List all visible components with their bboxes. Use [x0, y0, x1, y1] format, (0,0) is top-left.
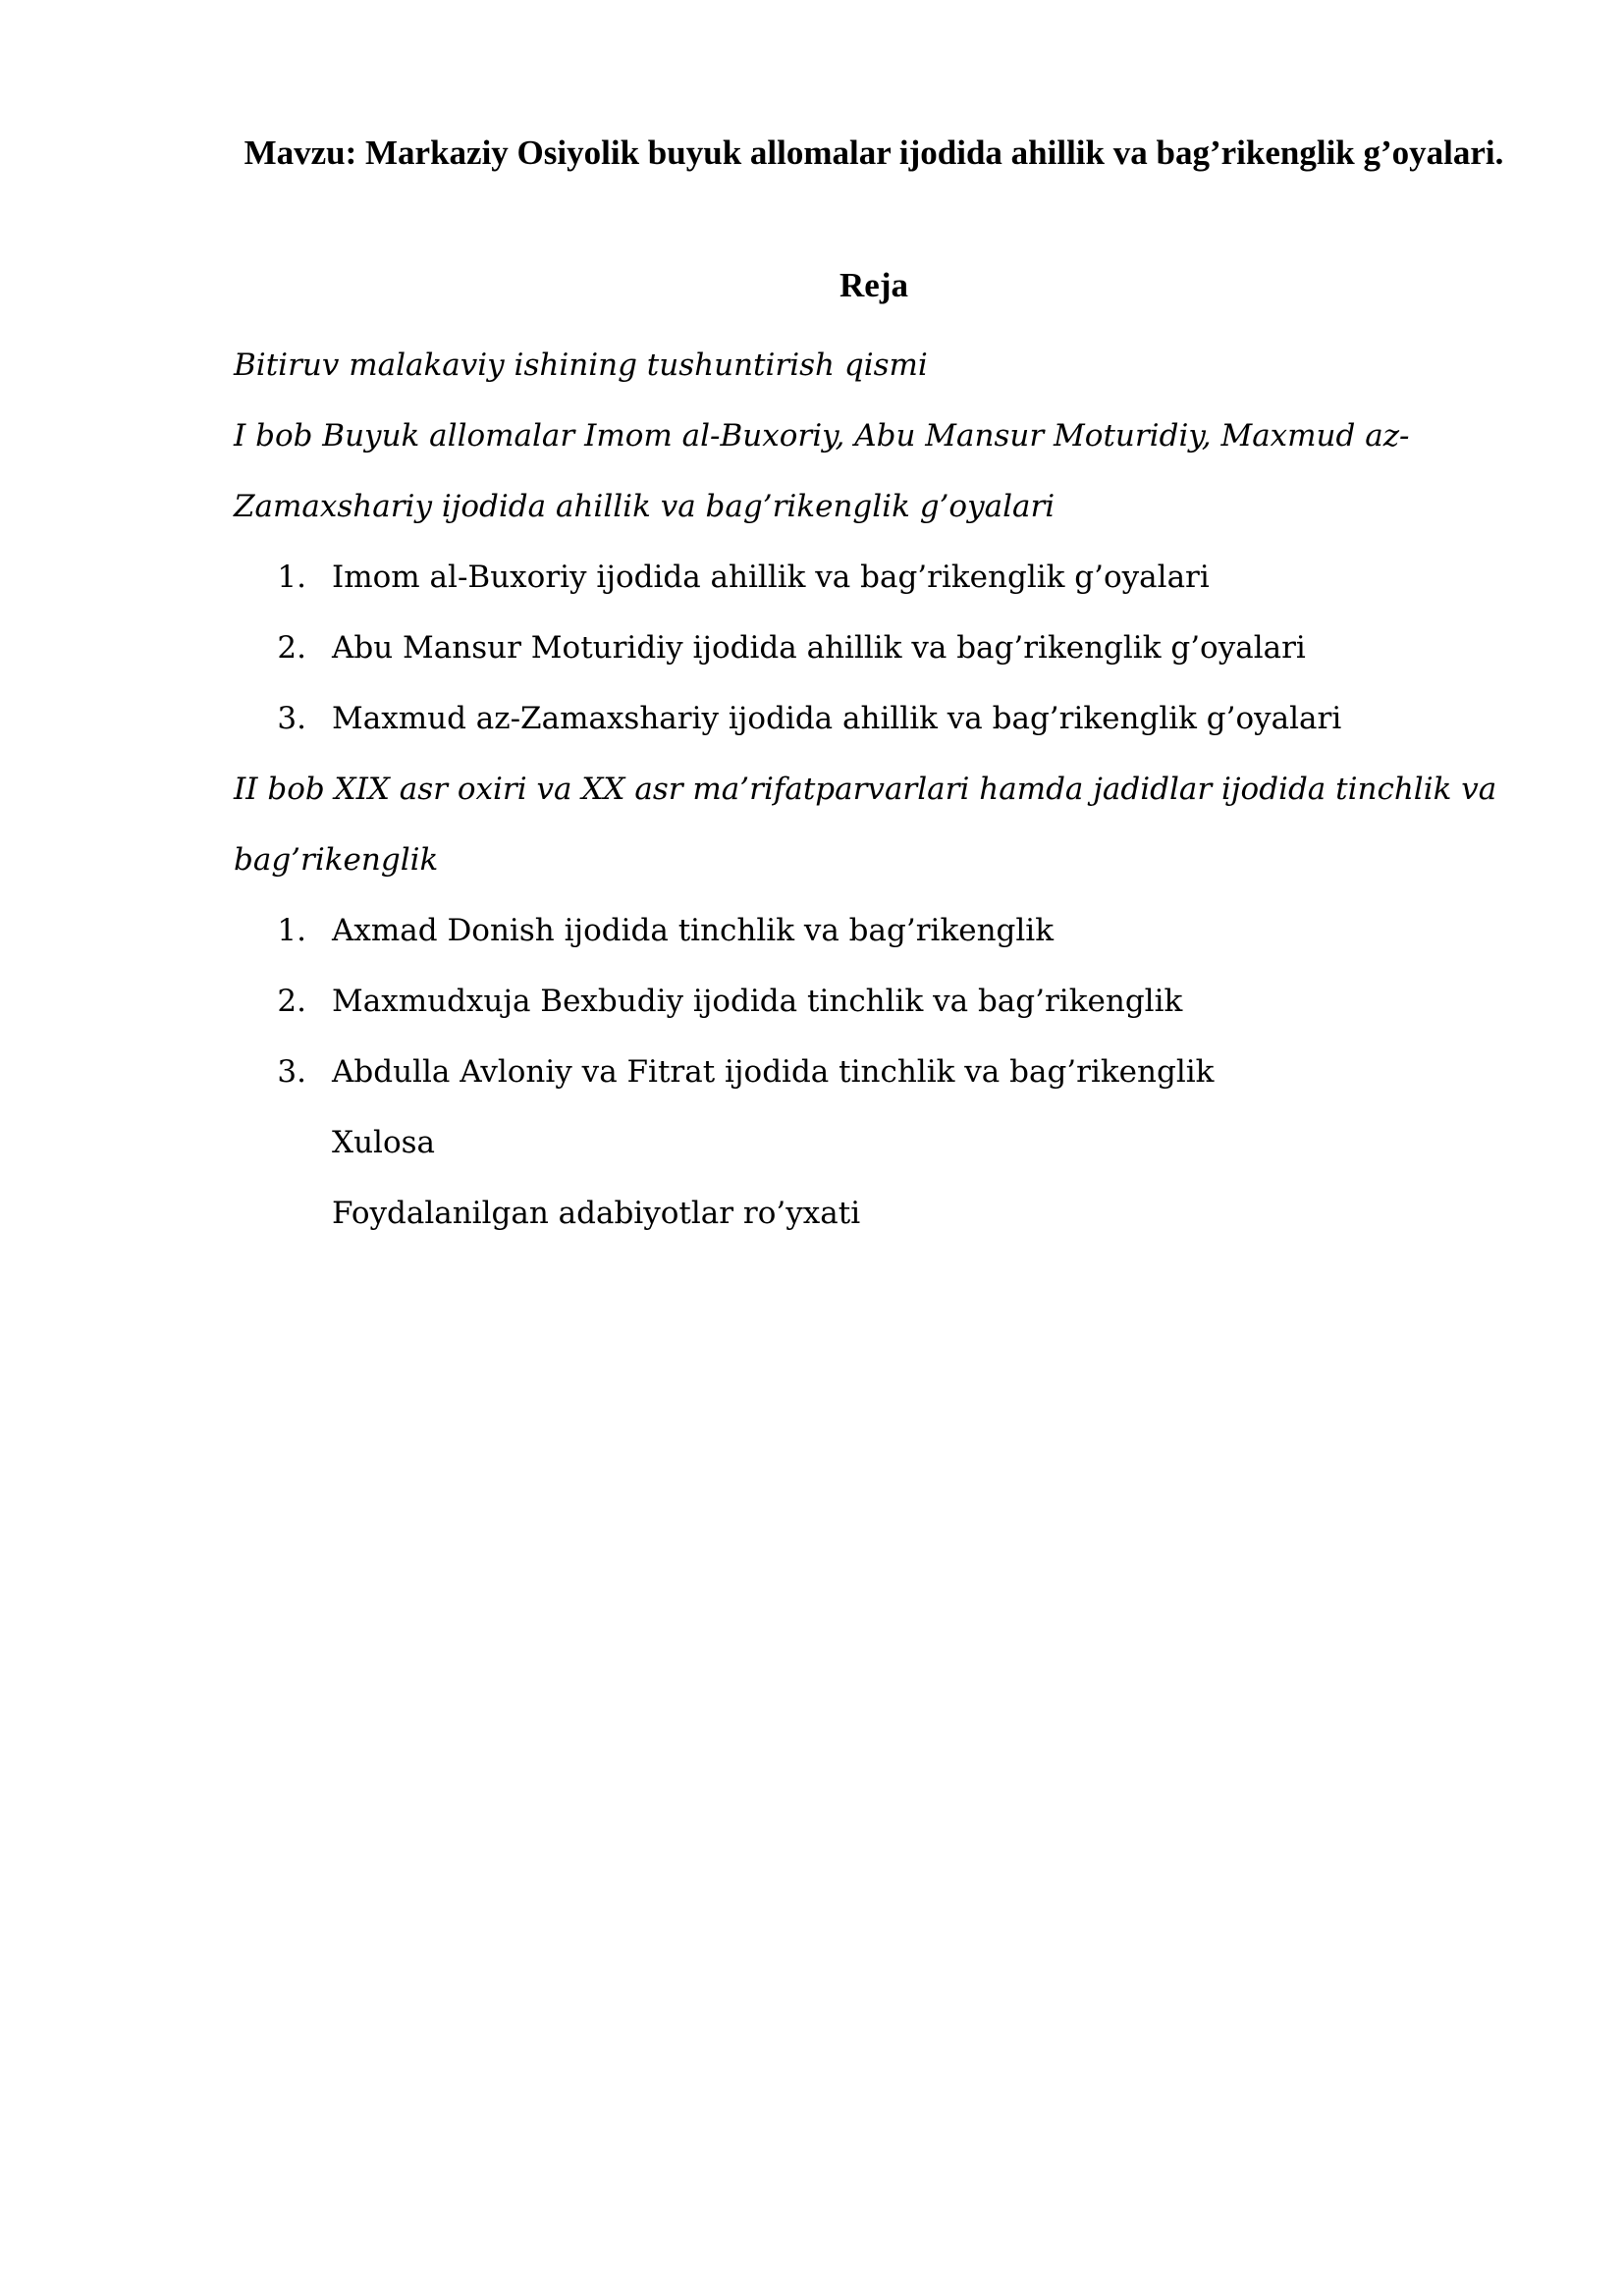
chapter2-item: Abdulla Avloniy va Fitrat ijodida tinchlik va bag’rikenglik [332, 1054, 1215, 1090]
chapter2-item-number: 2. [277, 984, 306, 1019]
chapter2-item: Axmad Donish ijodida tinchlik va bag’rikenglik [332, 913, 1054, 948]
chapter1-item-number: 3. [277, 701, 306, 736]
chapter2-item-number: 1. [277, 913, 306, 948]
document-title: Mavzu: Markaziy Osiyolik buyuk allomalar ijodida ahillik va bag’rikenglik g’oyalari. [244, 133, 1504, 172]
chapter1-item: Maxmud az-Zamaxshariy ijodida ahillik va bag’rikenglik g’oyalari [332, 701, 1342, 736]
chapter1-item: Imom al-Buxoriy ijodida ahillik va bag’rikenglik g’oyalari [332, 560, 1210, 595]
chapter2-title-line2: bag’rikenglik [234, 842, 439, 878]
chapter2-item: Maxmudxuja Bexbudiy ijodida tinchlik va bag’rikenglik [332, 984, 1183, 1019]
chapter2-item-number: 3. [277, 1054, 306, 1090]
chapter1-item: Abu Mansur Moturidiy ijodida ahillik va bag’rikenglik g’oyalari [332, 630, 1306, 666]
references-line: Foydalanilgan adabiyotlar ro’yxati [332, 1196, 861, 1231]
plan-heading: Reja [839, 266, 908, 304]
intro-line: Bitiruv malakaviy ishining tushuntirish qismi [234, 347, 928, 383]
chapter1-title-line2: Zamaxshariy ijodida ahillik va bag’rikenglik g’oyalari [234, 489, 1056, 524]
chapter1-title-line1: I bob Buyuk allomalar Imom al-Buxoriy, Abu Mansur Moturidiy, Maxmud az- [234, 418, 1410, 454]
chapter2-title-line1: II bob XIX asr oxiri va XX asr ma’rifatparvarlari hamda jadidlar ijodida tinchlik va [234, 772, 1497, 807]
chapter1-item-number: 1. [277, 560, 306, 595]
conclusion-line: Xulosa [332, 1125, 436, 1160]
chapter1-item-number: 2. [277, 630, 306, 666]
